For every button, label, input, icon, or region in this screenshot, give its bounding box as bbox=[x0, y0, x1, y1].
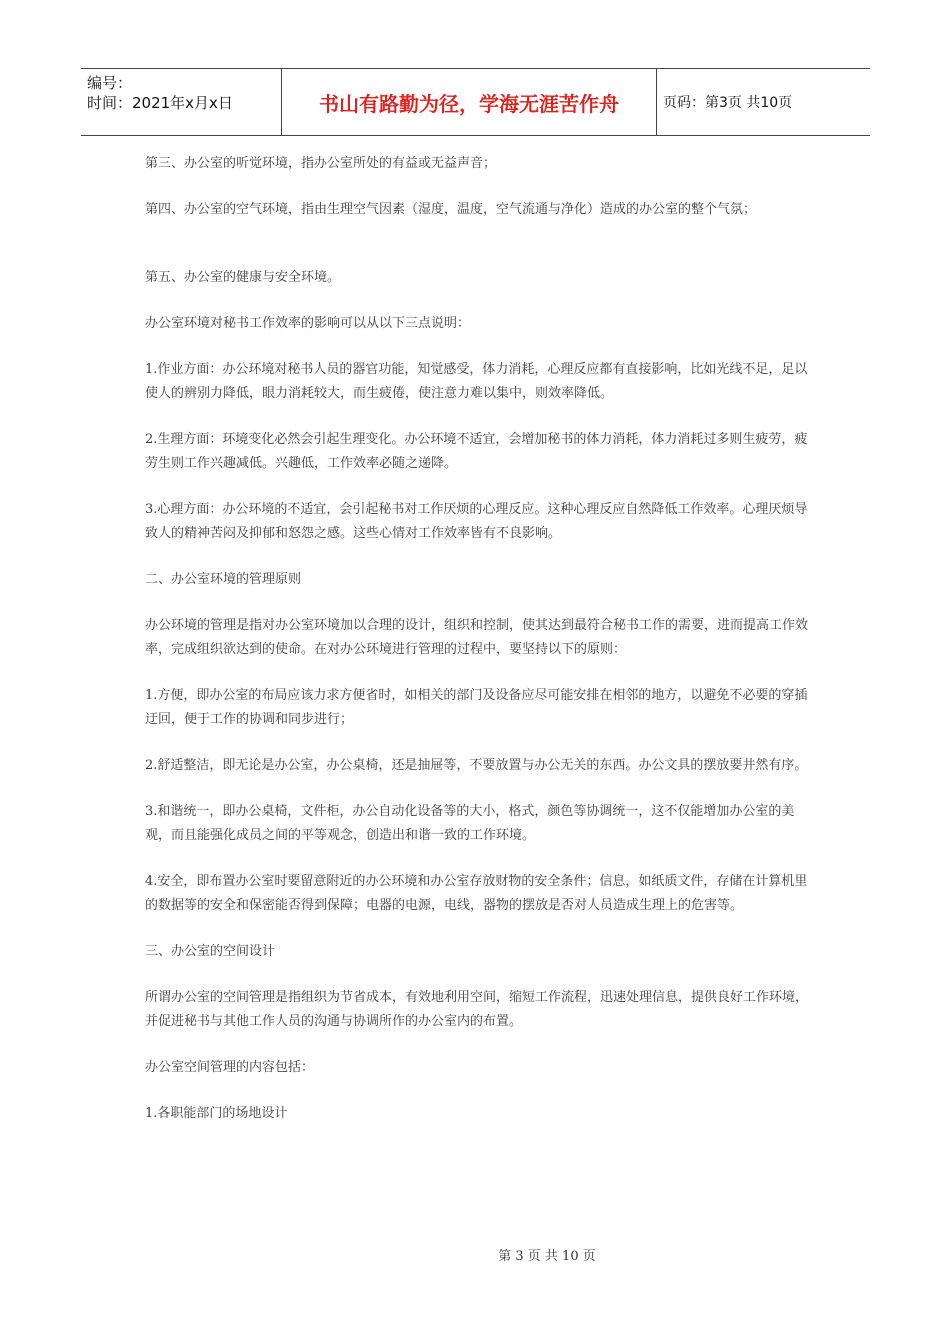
header-page-info: 页码：第3页 共10页 bbox=[663, 95, 793, 111]
paragraph: 第四、办公室的空气环境，指由生理空气因素（湿度，温度，空气流通与净化）造成的办公室的整个气氛； bbox=[145, 202, 757, 217]
document-header bbox=[81, 68, 870, 136]
document-body bbox=[145, 152, 811, 1148]
paragraph: 办公环境的管理是指对办公室环境加以合理的设计，组织和控制，使其达到最符合秘书工作的需要，进而提高工作效率，完成组织欲达到的使命。在对办公环境进行管理的过程中，要坚持以下的原则： bbox=[145, 618, 809, 657]
paragraph: 3.和谐统一，即办公桌椅，文件柜，办公自动化设备等的大小，格式，颜色等协调统一，这不仅能增加办公室的美观，而且能强化成员之间的平等观念，创造出和谐一致的工作环境。 bbox=[145, 804, 795, 843]
section-heading: 三、办公室的空间设计 bbox=[145, 944, 276, 959]
paragraph: 1.作业方面：办公环境对秘书人员的器官功能，知觉感受，体力消耗，心理反应都有直接影响，比如光线不足，足以使人的辨别力降低，眼力消耗较大，而生疲倦，使注意力难以集中，则效率降低。 bbox=[145, 362, 808, 401]
paragraph: 所谓办公室的空间管理是指组织为节省成本，有效地利用空间，缩短工作流程，迅速处理信息，提供良好工作环境，并促进秘书与其他工作人员的沟通与协调所作的办公室内的布置。 bbox=[145, 990, 809, 1029]
paragraph: 第三、办公室的听觉环境，指办公室所处的有益或无益声音； bbox=[145, 156, 497, 171]
page-footer: 第 3 页 共 10 页 bbox=[498, 1249, 596, 1264]
paragraph: 办公室环境对秘书工作效率的影响可以从以下三点说明： bbox=[145, 316, 471, 331]
paragraph: 4.安全，即布置办公室时要留意附近的办公环境和办公室存放财物的安全条件；信息，如纸质文件，存储在计算机里的数据等的安全和保密能否得到保障；电器的电源，电线，器物的摆放是否对人员造成生理上的危害等。 bbox=[145, 874, 808, 913]
header-meta bbox=[81, 69, 281, 135]
section-heading: 二、办公室环境的管理原则 bbox=[145, 572, 302, 587]
header-date: 时间：2021年x月x日 bbox=[87, 94, 233, 112]
paragraph: 办公室空间管理的内容包括： bbox=[145, 1060, 315, 1075]
paragraph: 1.各职能部门的场地设计 bbox=[145, 1106, 288, 1121]
header-motto: 书山有路勤为径，学海无涯苦作舟 bbox=[281, 69, 657, 135]
paragraph: 2.生理方面：环境变化必然会引起生理变化。办公环境不适宜，会增加秘书的体力消耗，体力消耗过多则生疲劳，疲劳生则工作兴趣减低。兴趣低，工作效率必随之递降。 bbox=[145, 432, 808, 471]
paragraph: 3.心理方面：办公环境的不适宜，会引起秘书对工作厌烦的心理反应。这种心理反应自然降低工作效率。心理厌烦导致人的精神苦闷及抑郁和怒怨之感。这些心情对工作效率皆有不良影响。 bbox=[145, 502, 808, 541]
paragraph: 第五、办公室的健康与安全环境。 bbox=[145, 270, 341, 285]
paragraph: 1.方便，即办公室的布局应该力求方便省时，如相关的部门及设备应尽可能安排在相邻的地方，以避免不必要的穿插迂回，便于工作的协调和同步进行； bbox=[145, 688, 808, 727]
paragraph: 2.舒适整洁，即无论是办公室，办公桌椅，还是抽屉等，不要放置与办公无关的东西。办公文具的摆放要井然有序。 bbox=[145, 758, 808, 773]
header-number-label: 编号： bbox=[87, 74, 133, 92]
